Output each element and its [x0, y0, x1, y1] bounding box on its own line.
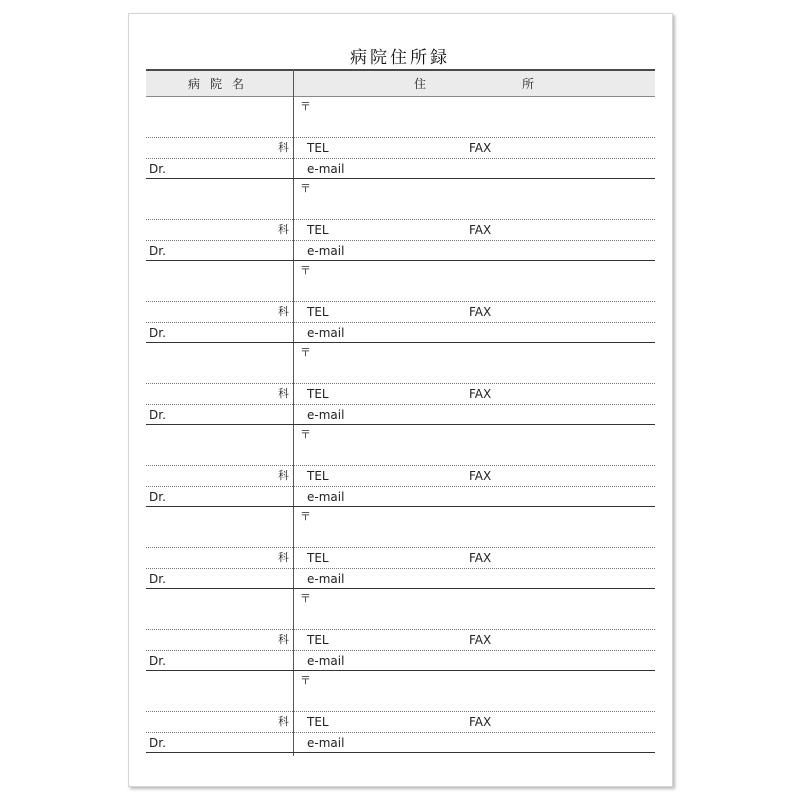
doctor-label: Dr.: [149, 326, 166, 340]
postal-mark: 〒: [300, 264, 311, 277]
entry-list: [146, 97, 655, 753]
department-label: 科: [278, 715, 289, 728]
doctor-label: Dr.: [149, 654, 166, 668]
email-label: e-mail: [307, 408, 345, 422]
tel-label: TEL: [307, 387, 329, 401]
table-row: [146, 179, 655, 261]
department-label: 科: [278, 141, 289, 154]
dotted-divider: [146, 301, 655, 302]
table-row: [146, 97, 655, 179]
doctor-label: Dr.: [149, 490, 166, 504]
doctor-label: Dr.: [149, 572, 166, 586]
table-row: [146, 507, 655, 589]
postal-mark: 〒: [300, 428, 311, 441]
doctor-label: Dr.: [149, 244, 166, 258]
postal-mark: 〒: [300, 100, 311, 113]
tel-label: TEL: [307, 633, 329, 647]
doctor-label: Dr.: [149, 736, 166, 750]
department-label: 科: [278, 469, 289, 482]
department-label: 科: [278, 387, 289, 400]
table-row: [146, 589, 655, 671]
table-row: [146, 261, 655, 343]
row-divider: [146, 752, 655, 753]
department-label: 科: [278, 305, 289, 318]
postal-mark: 〒: [300, 674, 311, 687]
dotted-divider: [146, 486, 655, 487]
tel-label: TEL: [307, 469, 329, 483]
fax-label: FAX: [469, 141, 492, 155]
dotted-divider: [146, 240, 655, 241]
email-label: e-mail: [307, 244, 345, 258]
postal-mark: 〒: [300, 510, 311, 523]
dotted-divider: [146, 383, 655, 384]
email-label: e-mail: [307, 490, 345, 504]
fax-label: FAX: [469, 469, 492, 483]
fax-label: FAX: [469, 715, 492, 729]
postal-mark: 〒: [300, 182, 311, 195]
doctor-label: Dr.: [149, 162, 166, 176]
department-label: 科: [278, 223, 289, 236]
dotted-divider: [146, 158, 655, 159]
dotted-divider: [146, 732, 655, 733]
dotted-divider: [146, 219, 655, 220]
header-address-part-2: 所: [522, 77, 535, 91]
page-title: 病院住所録: [350, 48, 450, 68]
email-label: e-mail: [307, 326, 345, 340]
department-label: 科: [278, 551, 289, 564]
department-label: 科: [278, 633, 289, 646]
doctor-label: Dr.: [149, 408, 166, 422]
email-label: e-mail: [307, 162, 345, 176]
header-hospital-name: 病院名: [188, 77, 255, 91]
dotted-divider: [146, 465, 655, 466]
fax-label: FAX: [469, 633, 492, 647]
fax-label: FAX: [469, 223, 492, 237]
email-label: e-mail: [307, 736, 345, 750]
table-row: [146, 343, 655, 425]
postal-mark: 〒: [300, 592, 311, 605]
tel-label: TEL: [307, 305, 329, 319]
header-address-part-1: 住: [414, 77, 427, 91]
dotted-divider: [146, 650, 655, 651]
table-row: [146, 425, 655, 507]
dotted-divider: [146, 711, 655, 712]
dotted-divider: [146, 629, 655, 630]
dotted-divider: [146, 404, 655, 405]
fax-label: FAX: [469, 305, 492, 319]
dotted-divider: [146, 547, 655, 548]
dotted-divider: [146, 568, 655, 569]
tel-label: TEL: [307, 223, 329, 237]
postal-mark: 〒: [300, 346, 311, 359]
tel-label: TEL: [307, 551, 329, 565]
table-row: [146, 671, 655, 753]
email-label: e-mail: [307, 572, 345, 586]
dotted-divider: [146, 137, 655, 138]
email-label: e-mail: [307, 654, 345, 668]
fax-label: FAX: [469, 551, 492, 565]
tel-label: TEL: [307, 715, 329, 729]
fax-label: FAX: [469, 387, 492, 401]
tel-label: TEL: [307, 141, 329, 155]
table-header: [146, 69, 655, 97]
dotted-divider: [146, 322, 655, 323]
